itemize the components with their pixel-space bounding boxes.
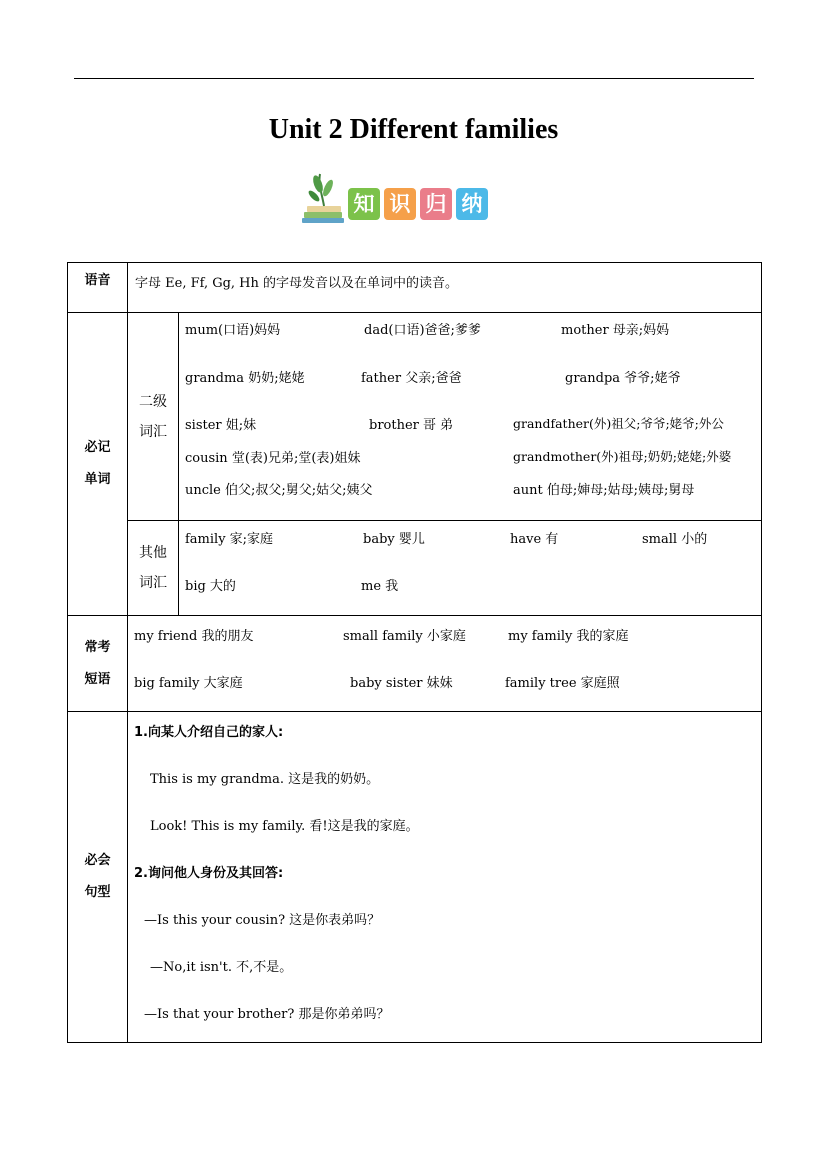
header-line-2: 短语: [84, 671, 111, 687]
vocab-item: brother 哥 弟: [369, 418, 454, 433]
banner-tile-4: 纳: [456, 188, 488, 220]
banner-tile-3: 归: [420, 188, 452, 220]
row-header: [68, 712, 128, 1043]
label-line-1: 二级: [139, 393, 167, 410]
phrase-item: my family 我的家庭: [508, 629, 629, 644]
row-vocab-level2: [68, 313, 762, 521]
vocab-item: sister 姐;妹: [185, 418, 257, 433]
page-title: Unit 2 Different families: [268, 114, 559, 145]
phrase-item: my friend 我的朋友: [134, 629, 254, 644]
vocab-item: have 有: [510, 532, 559, 547]
vocab-item: me 我: [361, 579, 399, 594]
sentence-line: —Is that your brother? 那是你弟弟吗？: [144, 1007, 390, 1022]
label-line-1: 其他: [139, 545, 167, 561]
phrase-item: small family 小家庭: [343, 629, 466, 644]
row-phrases: [68, 616, 762, 712]
vocab-item: family 家;家庭: [185, 532, 274, 547]
phrase-item: family tree 家庭照: [505, 676, 620, 691]
vocab-item: big 大的: [185, 579, 236, 594]
banner-tile-1: 知: [348, 188, 380, 220]
sentence-line: Look! This is my family. 看!这是我的家庭。: [150, 819, 419, 834]
pronunciation-cell: [128, 263, 762, 313]
header-line-2: 句型: [84, 885, 111, 900]
header-text: 语音: [84, 273, 111, 288]
header-line-1: 常考: [84, 639, 111, 655]
vocab-item: uncle 伯父;叔父;舅父;姑父;姨父: [185, 483, 373, 498]
vocab-item: baby 婴儿: [363, 532, 425, 547]
row-pronunciation: [68, 263, 762, 313]
label-line-2: 词汇: [139, 423, 167, 440]
other-cell: [179, 521, 762, 616]
phrases-cell: [128, 616, 762, 712]
row-sentences: [68, 712, 762, 1043]
phrase-item: big family 大家庭: [134, 676, 243, 691]
vocab-item: father 父亲;爸爸: [361, 371, 462, 386]
header-line-1: 必记: [84, 440, 111, 455]
vocab-item: grandpa 爷爷;姥爷: [565, 371, 681, 386]
vocab-item: grandfather(外)祖父;爷爷;姥爷;外公: [513, 416, 724, 431]
phrase-item: baby sister 妹妹: [350, 676, 453, 691]
sentence-heading: 2.询问他人身份及其回答:: [134, 866, 284, 881]
header-line-2: 单词: [84, 472, 111, 487]
vocab-item: mum(口语)妈妈: [185, 323, 281, 338]
row-header: [68, 616, 128, 712]
level2-cell: [179, 313, 762, 521]
knowledge-table: [67, 262, 762, 1043]
level2-label: [128, 313, 179, 521]
sentences-cell: [128, 712, 762, 1043]
vocab-item: aunt 伯母;婶母;姑母;姨母;舅母: [513, 483, 695, 498]
vocab-item: grandmother(外)祖母;奶奶;姥姥;外婆: [513, 449, 732, 464]
row-header: [68, 263, 128, 313]
top-rule: [74, 78, 754, 79]
sentence-heading: 1.向某人介绍自己的家人:: [134, 725, 284, 740]
vocab-item: mother 母亲;妈妈: [561, 323, 670, 338]
other-label: [128, 521, 179, 616]
label-line-2: 词汇: [139, 575, 167, 591]
sentence-line: —No,it isn't. 不,不是。: [150, 960, 293, 975]
vocab-item: small 小的: [642, 532, 708, 547]
row-header: [68, 313, 128, 616]
knowledge-banner: [298, 170, 498, 228]
sentence-line: This is my grandma. 这是我的奶奶。: [150, 772, 380, 787]
row-vocab-other: [68, 521, 762, 616]
pronunciation-text: 字母 Ee, Ff, Gg, Hh 的字母发音以及在单词中的读音。: [135, 276, 459, 291]
vocab-item: cousin 堂(表)兄弟;堂(表)姐妹: [185, 451, 361, 466]
sentence-line: —Is this your cousin? 这是你表弟吗？: [144, 913, 381, 928]
vocab-item: dad(口语)爸爸;爹爹: [364, 323, 481, 338]
banner-tile-2: 识: [384, 188, 416, 220]
header-line-1: 必会: [84, 853, 111, 868]
vocab-item: grandma 奶奶;姥姥: [185, 371, 305, 386]
